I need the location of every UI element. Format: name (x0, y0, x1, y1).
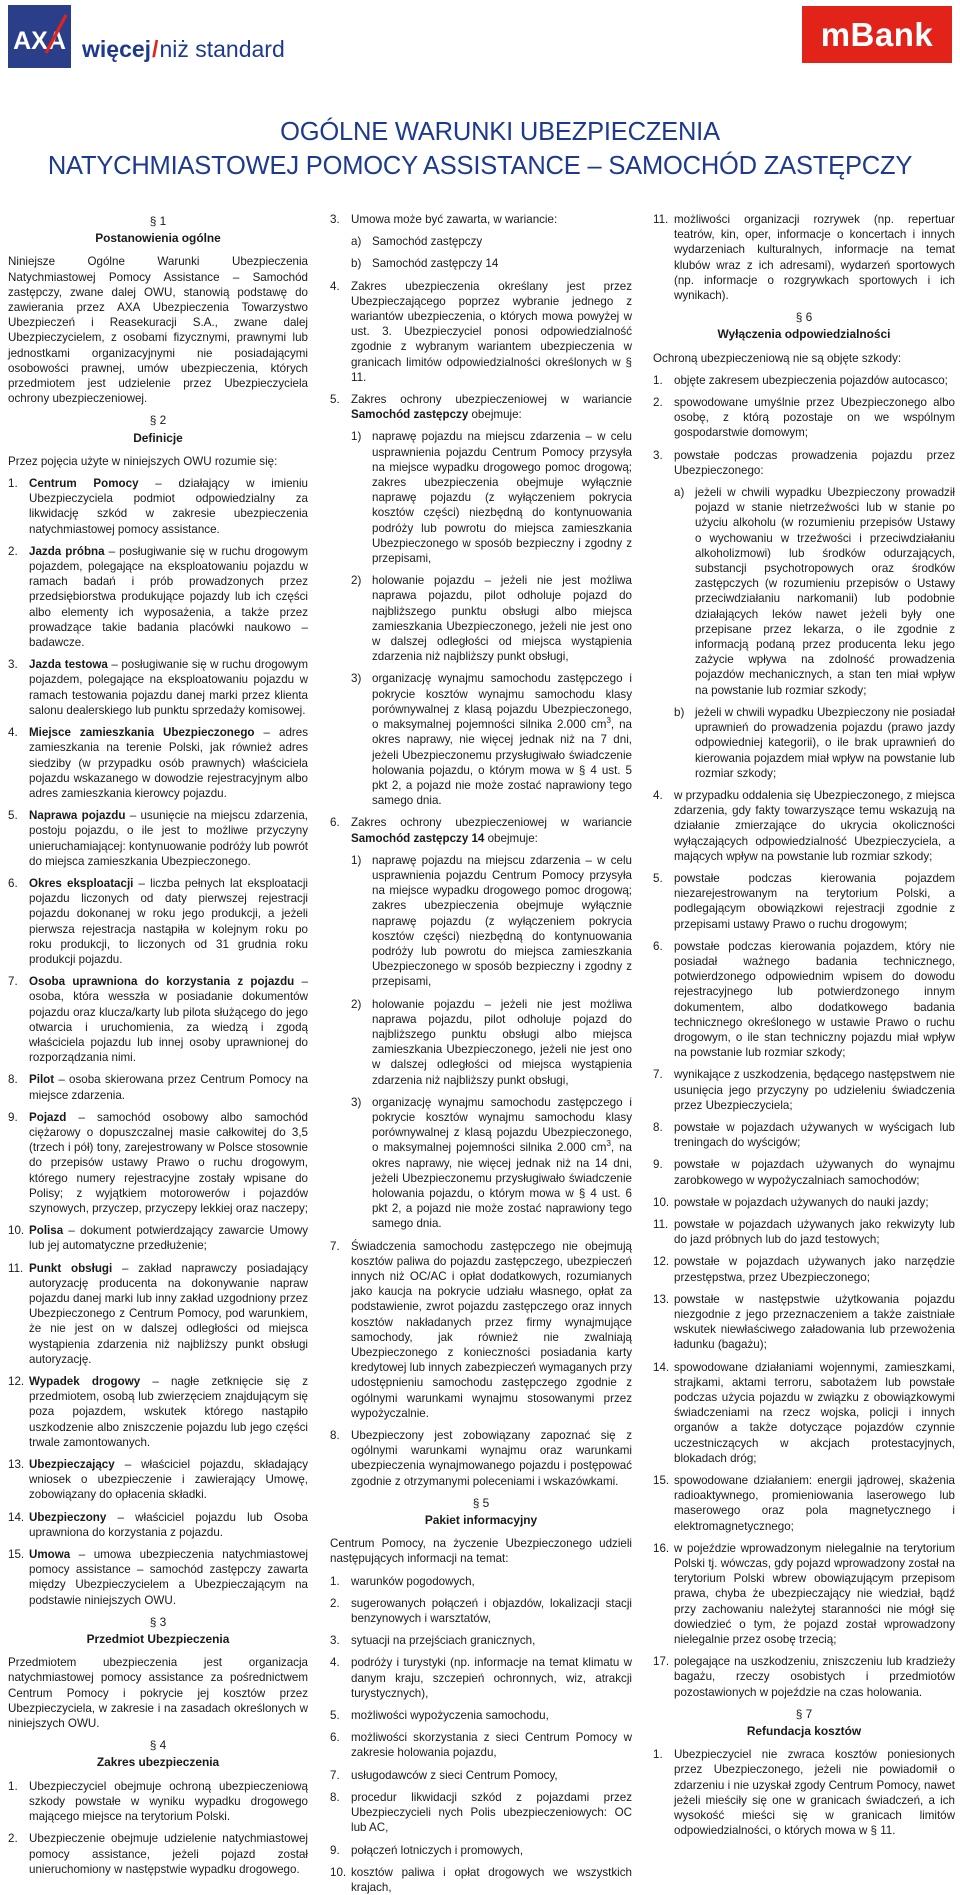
info-item (330, 1708, 632, 1723)
definition-item (8, 544, 308, 650)
exclusion-item-text: spowodowane umyślnie przez Ubezpieczonego albo osobę, z którą pozostaje on we wspólnym gospodarstwie domowym; (674, 396, 955, 440)
scope-item-text: Ubezpieczenie obejmuje udzielenie natychmiastowej pomocy assistance, jeżeli pojazd został unieruchomiony w następstwie wypadku drogowego. (29, 1832, 308, 1876)
definition-item-text: – posługiwanie się w ruchu drogowym pojazdem, polegające na eksploatowaniu pojazdu w ramach testowania pojazdu danej marki przez klienta salonu dealerskiego lub punktu sprzedaży komisowej. (29, 658, 309, 717)
definition-item (8, 876, 308, 967)
section-1-heading (8, 214, 308, 246)
exclusion-subitem (674, 485, 955, 698)
info-item (330, 1596, 632, 1626)
definition-item-term: Ubezpieczony (29, 1510, 107, 1524)
variant-2-benefits (330, 853, 632, 1232)
section-1-text: Niniejsze Ogólne Warunki Ubezpieczenia Natychmiastowej Pomocy Assistance – Samochód zastępczy, zwane dalej OWU, stanowią podstawę do zawierania przez AXA Ubezpieczenia Towarzystwo Ubezpieczeń i Reasekuracji S.A., zwane dalej Ubezpieczycielem, z osobami fizycznymi, prawnymi lub jednostkami organizacyjnymi nie posiadającymi osobowości prawnej, umów ubezpieczenia, których przedmiotem jest udzielenie przez Ubezpieczyciela ochrony ubezpieczeniowej. (8, 255, 308, 406)
exclusion-item-text: powstałe w następstwie użytkowania pojazdu niezgodnie z jego przeznaczeniem a także zaistniałe wskutek niewłaściwego załadowania lub przewożenia ładunku (bagażu); (674, 1292, 955, 1352)
section-1-number: § 1 (149, 214, 167, 228)
exclusion-item-text: powstałe w pojazdach używanych w wyścigach lub treningach do wyścigów; (674, 1120, 955, 1150)
definition-item-term: Centrum Pomocy (29, 477, 139, 491)
definition-item-number: 12. (8, 1375, 25, 1389)
scope-item-number: 3. (330, 213, 340, 226)
variant-text: Samochód zastępczy 14 (372, 257, 499, 271)
unit-exponent: 3 (606, 1139, 611, 1149)
benefit-item-text: naprawę pojazdu na miejscu zdarzenia – w celu usprawnienia pojazdu Centrum Pomocy przysyła na miejsce wypadku drogowego pomoc drogową; zakres ubezpieczenia obejmuje wyłącznie naprawę pojazdu (z wyłączeniem pokrycia kosztów części) niezbędną do kontynuowania podróży lub powrotu do miejsca zamieszkania Ubezpieczonego w sposób bezpieczny i zgodny z przepisami, (372, 853, 632, 989)
svg-text:AXA: AXA (13, 27, 66, 55)
info-item-text: podróży i turystyki (np. informacje na temat klimatu w danym kraju, szczepień ochronnych, wiz, atrakcji turystycznych), (351, 1656, 632, 1700)
section-2-heading (8, 413, 308, 445)
exclusion-item (653, 871, 955, 932)
exclusion-subitem-number: b) (674, 705, 685, 719)
definition-item-text: – umowa ubezpieczenia natychmiastowej pomocy assistance – samochód zastępczy zawarta między Ubezpieczycielem a Ubezpieczającym na podstawie niniejszych OWU. (29, 1548, 308, 1607)
definition-item (8, 974, 308, 1065)
info-item-number: 3. (330, 1634, 340, 1648)
benefit-item-number: 3) (351, 1095, 362, 1109)
exclusion-item (653, 939, 955, 1061)
exclusion-item-number: 15. (653, 1474, 670, 1488)
scope-item (330, 392, 632, 422)
section-5-heading (330, 1496, 632, 1528)
definition-item-number: 8. (8, 1073, 18, 1087)
definition-item-number: 10. (8, 1224, 25, 1238)
benefit-item (351, 671, 632, 808)
definition-item-text: – samochód osobowy albo samochód ciężarowy o dopuszczalnej masie całkowitej do 3,5 (trzech i pół) tony, zarejestrowany w Polsce stosownie do przepisów ustawy Prawo o ruchu drogowym, którego numery rejestracyjne zostały wpisane do Polisy; z wyjątkiem motorowerów i pojazdów szynowych, przyczep, przyczepy lekkiej oraz naczepy; (29, 1110, 309, 1215)
exclusion-item (653, 373, 955, 388)
info-item-number: 1. (330, 1574, 340, 1588)
definition-item-number: 3. (8, 658, 18, 672)
info-item-number: 9. (330, 1843, 340, 1857)
refund-item-text: Ubezpieczyciel nie zwraca kosztów poniesionych przez Ubezpieczonego, jeżeli nie powiadomił o zdarzeniu i nie uzyskał zgody Centrum Pomocy, nawet jeżeli mieściły się one w granicach świadczeń, a ich wysokość mieści się w granicach limitów odpowiedzialności, o których mowa w § 11. (674, 1748, 955, 1838)
scope-item (8, 1831, 308, 1877)
exclusion-item-number: 4. (653, 788, 663, 802)
exclusion-item-text: objęte zakresem ubezpieczenia pojazdów autocasco; (674, 373, 948, 387)
page-header (0, 0, 960, 100)
definition-item-term: Jazda próbna (29, 544, 105, 558)
tagline (82, 38, 285, 61)
exclusion-item-number: 8. (653, 1120, 663, 1134)
definition-item (8, 1457, 308, 1503)
document-title-line-1: OGÓLNE WARUNKI UBEZPIECZENIA (280, 118, 720, 146)
exclusion-item-text: powstałe podczas kierowania pojazdem niezarejestrowanym na terytorium Polski, a podlegającym obowiązkowi rejestracji zgodnie z przepisami ustawy Prawo o ruchu drogowym; (674, 871, 955, 931)
scope-item-number: 1. (8, 1779, 18, 1793)
section-3-number: § 3 (149, 1614, 167, 1629)
axa-logo-mark (8, 5, 71, 68)
definition-item-text: – działający w imieniu Ubezpieczyciela podmiot odpowiedzialny za likwidację szkód w zakresie ubezpieczenia natychmiastowej pomocy assistance. (29, 477, 308, 536)
tagline-bold: więcej (82, 36, 152, 62)
exclusions-list-continued (653, 788, 955, 1700)
benefit-item-number: 1) (351, 430, 362, 444)
section-6-title: Wyłączenia odpowiedzialności (717, 327, 891, 342)
section-5-title: Pakiet informacyjny (424, 1513, 538, 1528)
definition-item (8, 1374, 308, 1450)
section-3-text: Przedmiotem ubezpieczenia jest organizacja natychmiastowej pomocy assistance za pośrednictwem Centrum Pomocy i pokrycie jej kosztów przez Ubezpieczyciela, w zakresie i na zasadach określonych w niniejszych OWU. (8, 1656, 308, 1731)
info-item (330, 1730, 632, 1760)
scope-item-text: Ubezpieczyciel obejmuje ochroną ubezpieczeniową szkody powstałe w wyniku wypadku drogowego mającego miejsce na terytorium Polski. (29, 1779, 308, 1824)
scope-item (330, 1239, 632, 1421)
info-item-number: 4. (330, 1656, 340, 1670)
exclusion-subitem (674, 705, 955, 781)
definition-item-number: 14. (8, 1510, 25, 1524)
exclusion-item (653, 1254, 955, 1284)
definition-item-text: – zakład naprawczy posiadający autoryzację producenta na dokonywanie napraw pojazdu danej marki lub inny zakład uzgodniony przez Ubezpieczonego z Centrum Pomocy, pod warunkiem, że nie jest on w dalszej odległości od miejsca wystąpienia zdarzenia niż najbliższy punkt obsługi autoryzację. (29, 1261, 308, 1366)
definition-item (8, 657, 308, 718)
definition-item (8, 1072, 308, 1102)
definition-item-number: 4. (8, 726, 18, 740)
exclusion-item-number: 14. (653, 1360, 670, 1374)
definition-item (8, 725, 308, 801)
info-item-text: sugerowanych połączeń i objazdów, lokalizacji stacji benzynowych i warsztatów, (351, 1596, 632, 1626)
info-item-text: usługodawców z sieci Centrum Pomocy, (351, 1768, 558, 1782)
exclusion-item (653, 1541, 955, 1647)
exclusion-item (653, 395, 955, 441)
info-item-text: procedur likwidacji szkód z pojazdami przez Ubezpieczycieli nych Polis ubezpieczeniowych: OC lub AC, (351, 1790, 632, 1835)
definition-item (8, 1510, 308, 1540)
scope-item-text: Ubezpieczony jest zobowiązany zapoznać się z ogólnymi warunkami wynajmu oraz warunkami ubezpieczenia wynajmowanego pojazdu i postępować zgodnie z otrzymanymi poleceniami i wskazówkami. (351, 1429, 632, 1488)
section-6-intro: Ochroną ubezpieczeniową nie są objęte szkody: (653, 351, 902, 365)
exclusion-item-text: powstałe podczas prowadzenia pojazdu przez Ubezpieczonego: (674, 448, 955, 477)
exclusion-item-text: w przypadku oddalenia się Ubezpieczonego, z miejsca zdarzenia, gdy fakty towarzyszące temu wskazują na działanie zmierzające do ukrycia okoliczności wyłączających odpowiedzialność Ubezpieczyciela, a mających wpływ na powstanie lub rozmiar szkody; (674, 788, 955, 863)
section-4-heading (8, 1738, 308, 1770)
definition-item-text: – osoba, która wesszła w posiadanie dokumentów pojazdu oraz klucza/karty lub pilota służącego do jego otwarcia i uruchomienia, za wiedzą i zgodą właściciela pojazdu lub innej osoby uprawnionej do rozporządzania nimi. (29, 975, 308, 1065)
exclusion-3-subitems (653, 485, 955, 781)
exclusion-item-text: w pojeździe wprowadzonym nielegalnie na terytorium Polski tj. wówczas, gdy pojazd wprowadzony został na terytorium Polski wbrew obowiązującym przepisom prawa, chyba że ubezpieczający nie wiedział, bądź przy zachowaniu należytej staranności nie mógł się dowiedzieć o tym, że pojazd został wprowadzony nielegalnie przez osobę trzecią; (674, 1541, 955, 1647)
scope-item (330, 1428, 632, 1489)
unit-exponent: 3 (606, 716, 611, 726)
exclusion-subitem-text: jeżeli w chwili wypadku Ubezpieczony prowadził pojazd w stanie nietrzeźwości lub w stanie po użyciu alkoholu (w rozumieniu przepisów Ustawy o wychowaniu w trzeźwości i przeciwdziałaniu alkoholizmowi) lub środków odurzających, substancji psychotropowych oraz środków zastępczych (w rozumieniu przepisów o Ustawy przeciwdziałaniu narkomanii) lub podobnie działających leków nawet jeżeli były one przepisane przez lekarza, o ile zgodnie z informacją podaną przez producenta leku jego zażycie wpływa na zdolność prowadzenia pojazdów mechanicznych, a stan ten miał wpływ na powstanie lub rozmiar szkody; (695, 486, 955, 697)
exclusion-item (653, 1217, 955, 1247)
benefit-item (351, 853, 632, 990)
info-item (653, 212, 955, 303)
definition-item-text: – właściciel pojazdu lub Osoba uprawniona do korzystania z pojazdu. (29, 1510, 308, 1539)
exclusion-item-number: 7. (653, 1068, 663, 1082)
definition-item (8, 1223, 308, 1253)
definition-item-text: – posługiwanie się w ruchu drogowym pojazdem, polegające na eksploatowaniu pojazdu w ramach badań i prób prowadzonych przez przedsiębiorstwa produkujące pojazdy lub ich części albo elementy ich wyposażenia, a także przez prowadzące takie badania placówki naukowo – badawcze. (29, 544, 308, 650)
scope-item-term: Samochód zastępczy (351, 408, 469, 422)
definition-item-number: 1. (8, 477, 18, 491)
exclusion-item (653, 1654, 955, 1700)
exclusion-item-number: 13. (653, 1292, 670, 1306)
scope-item-number: 6. (330, 816, 340, 830)
definition-item-number: 9. (8, 1110, 18, 1124)
exclusion-item-text: powstałe podczas kierowania pojazdem, który nie posiadał ważnego badania technicznego, potwierdzonego odpowiednim wpisem do dowodu rejestracyjnego lub potwierdzonego innym dokumentem, albo dodatkowego badania technicznego określonego w ustawie Prawo o ruchu drogowym, o ile stan techniczny pojazdu miał wpływ na powstanie lub rozmiar szkody; (674, 939, 955, 1060)
section-1-title: Postanowienia ogólne (95, 231, 221, 246)
info-item-number: 8. (330, 1790, 340, 1804)
exclusion-item (653, 1195, 955, 1210)
exclusion-item-text: powstałe w pojazdach używanych do wynajmu zarobkowego w wypożyczalniach samochodów; (674, 1158, 955, 1187)
definition-item-text: – adres zamieszkania na terenie Polski, jak również adres siedziby (w przypadku osób prawnych) właściciela pojazdu wskazanego w dowodzie rejestracyjnym albo adres zamieszkania kierowcy pojazdu. (29, 726, 308, 800)
section-7-heading (653, 1707, 955, 1739)
definition-item-number: 2. (8, 544, 18, 558)
scope-item-term: Samochód zastępczy 14 (351, 831, 485, 845)
definition-item-term: Jazda testowa (29, 658, 108, 672)
info-item-number: 11. (653, 213, 669, 226)
exclusion-item-number: 6. (653, 939, 663, 953)
refund-item (653, 1747, 955, 1838)
scope-item-text: Umowa może być zawarta, w wariancie: (351, 213, 558, 226)
info-item-number: 5. (330, 1709, 340, 1723)
definitions-list (8, 476, 308, 1608)
section-6-heading (653, 310, 955, 342)
exclusion-subitem-number: a) (674, 486, 685, 500)
exclusion-item-text: spowodowane działaniami wojennymi, zamieszkami, strajkami, aktami terroru, sabotażem lub powstałe podczas użycia pojazdu w związku z obowiązkowymi świadczeniami na rzecz wojska, policji i innych organów a także dotyczące pojazdów czynnie uczestniczących w akcjach protestacyjnych, blokadach dróg; (674, 1360, 955, 1465)
benefit-item-text: naprawę pojazdu na miejscu zdarzenia – w celu usprawnienia pojazdu Centrum Pomocy przysyła na miejsce wypadku drogowego pomoc drogową; zakres ubezpieczenia obejmuje wyłącznie naprawę pojazdu (z wyłączeniem pokrycia kosztów części) niezbędną do kontynuowania podróży lub powrotu do miejsca zamieszkania Ubezpieczonego w sposób bezpieczny i zgodny z przepisami, (372, 430, 632, 566)
scope-item (8, 1779, 308, 1825)
exclusion-item (653, 1067, 955, 1113)
info-item (330, 1633, 632, 1648)
column-middle (330, 212, 633, 1894)
scope-item (330, 815, 632, 845)
definition-item-number: 7. (8, 975, 18, 989)
definition-item (8, 1547, 308, 1608)
info-item-text: sytuacji na przejściach granicznych, (351, 1634, 536, 1648)
exclusion-item-number: 12. (653, 1255, 670, 1269)
exclusion-item-number: 10. (653, 1195, 670, 1209)
definition-item (8, 1261, 308, 1367)
variant-letter: a) (351, 235, 362, 249)
benefit-item-text: holowanie pojazdu – jeżeli nie jest możliwa naprawa pojazdu, pilot odholuje pojazd do najbliższego punktu obsługi albo miejsca zamieszkania Ubezpieczonego, jeżeli nie jest ono w dalszej odległości od miejsca wystąpienia zdarzenia niż najbliższy punkt obsługi, (372, 997, 632, 1087)
definition-item-text: – dokument potwierdzający zawarcie Umowy lub jej automatyczne przedłużenie; (29, 1224, 308, 1253)
exclusion-item-number: 11. (653, 1217, 669, 1231)
info-item-text: możliwości organizacji rozrywek (np. repertuar teatrów, kin, oper, informacje o koncertach i innych wydarzeniach kulturalnych, informacje na temat klubów wraz z ich adresami), wydarzeń sportowych (np. informacje o rozgrywkach sportowych i ich wynikach). (674, 213, 955, 303)
exclusion-item-number: 1. (653, 373, 663, 387)
definition-item (8, 1110, 308, 1216)
info-item (330, 1768, 632, 1783)
scope-item-number: 8. (330, 1429, 340, 1443)
definition-item-term: Umowa (29, 1548, 71, 1562)
definition-item-text: – liczba pełnych lat eksploatacji pojazdu liczonych od daty pierwszej rejestracji pojazdu dokonanej w roku jego produkcji, a jeżeli pierwsza rejestracja nastąpiła w kolejnym roku po roku produkcji, to liczonych od 31 grudnia roku produkcji pojazdu. (29, 876, 308, 966)
section-4-title: Zakres ubezpieczenia (96, 1755, 220, 1770)
scope-item-number: 4. (330, 279, 340, 293)
definition-item-number: 11. (8, 1261, 24, 1275)
definition-item-number: 6. (8, 876, 18, 890)
exclusion-item (653, 1120, 955, 1150)
definition-item-text: – usunięcie na miejscu zdarzenia, postoju pojazdu, o ile jest to możliwe przyczyny unieruchamiającej: kontynuowanie podróży lub powrót do miejsca zamieszkania Ubezpieczonego. (29, 809, 308, 868)
variant-list (330, 234, 632, 271)
benefit-item (351, 429, 632, 566)
definition-item-term: Polisa (29, 1224, 64, 1238)
tagline-slash: / (152, 36, 159, 62)
definition-item-term: Pilot (29, 1073, 55, 1087)
info-item-text: kosztów paliwa i opłat drogowych we wszystkich krajach, (351, 1865, 632, 1894)
benefit-item-number: 2) (351, 997, 362, 1011)
column-right (653, 212, 955, 1838)
exclusion-item-number: 16. (653, 1541, 670, 1555)
info-item-text: warunków pogodowych, (351, 1574, 475, 1588)
benefit-item (351, 1095, 632, 1232)
exclusion-item (653, 1473, 955, 1534)
section-2-intro: Przez pojęcia użyte w niniejszych OWU rozumie się: (8, 454, 278, 468)
scope-item-lead: Zakres ochrony ubezpieczeniowej w wariancie (351, 816, 632, 830)
definition-item-text: – właściciel pojazdu, składający wniosek o ubezpieczenie i zawierający Umowę, zobowiązany do opłacenia składki. (29, 1458, 308, 1502)
scope-item-number: 2. (8, 1832, 18, 1846)
info-item (330, 1843, 632, 1858)
refund-list (653, 1747, 955, 1838)
info-item-number: 6. (330, 1731, 340, 1745)
benefit-item-number: 3) (351, 672, 362, 686)
column-left (8, 212, 309, 1876)
scope-item (330, 212, 632, 227)
document-title-line-2: NATYCHMIASTOWEJ POMOCY ASSISTANCE – SAMOCHÓD ZASTĘPCZY (47, 152, 913, 180)
exclusion-item-text: powstałe w pojazdach używanych do nauki jazdy; (674, 1195, 929, 1209)
exclusion-item-text: spowodowane działaniem: energii jądrowej, skażenia radioaktywnego, promieniowania laserowego lub maserowego oraz pola magnetycznego i elektromagnetycznego; (674, 1474, 955, 1533)
info-item (330, 1790, 632, 1836)
definition-item-term: Miejsce zamieszkania Ubezpieczonego (29, 726, 255, 740)
section-6-number: § 6 (795, 310, 813, 325)
refund-item-number: 1. (653, 1748, 663, 1762)
info-item-number: 2. (330, 1596, 340, 1610)
exclusion-item-number: 5. (653, 871, 663, 885)
definition-item-term: Ubezpieczający (29, 1458, 115, 1472)
exclusion-item-text: polegające na uszkodzeniu, zniszczeniu lub kradzieży bagażu, rzeczy osobistych i przedmiotów pozostawionych w pojeździe na czas holowania. (674, 1655, 955, 1699)
section-2-number: § 2 (149, 413, 167, 428)
definition-item-text: – nagłe zetknięcie się z przedmiotem, osobą lub zwierzęciem znajdującym się poza pojazdem, wskutek którego nastąpiło uszkodzenie albo zniszczenie pojazdu lub jego części trwale zamontowanych. (29, 1375, 309, 1449)
exclusion-item (653, 1157, 955, 1187)
definition-item-term: Wypadek drogowy (29, 1375, 141, 1389)
variant-1-benefits (330, 429, 632, 808)
info-item (330, 1865, 632, 1895)
scope-item-number: 7. (330, 1239, 340, 1253)
exclusions-list (653, 373, 955, 478)
section-5-number: § 5 (472, 1495, 490, 1510)
scope-item-lead: Zakres ochrony ubezpieczeniowej w wariancie (351, 393, 632, 407)
section-7-title: Refundacja kosztów (746, 1724, 862, 1739)
section-5-intro: Centrum Pomocy, na życzenie Ubezpieczonego udzieli następujących informacji na temat: (330, 1537, 632, 1566)
scope-item-tail: obejmuje: (484, 831, 538, 845)
variant-item (351, 256, 632, 271)
axa-logo (8, 5, 71, 68)
definition-item-number: 13. (8, 1458, 25, 1472)
section-3-title: Przedmiot Ubezpieczenia (86, 1632, 230, 1647)
definition-item-term: Okres eksploatacji (29, 876, 134, 890)
benefit-item-text: organizację wynajmu samochodu zastępczego i pokrycie kosztów wynajmu samochodu klasy porównywalnej z klasą pojazdu Ubezpieczonego, o maksymalnej pojemności silnika 2.000 $cm^3$, na okres naprawy, nie więcej jednak niż na 14 dni, jeżeli Ubezpieczonemu przysługiwało świadczenie holowania pojazdu, o którym mowa w § 4 ust. 6 pkt 2, a pojazd nie może zostać naprawiony tego samego dnia. (372, 1095, 633, 1231)
exclusion-item (653, 1360, 955, 1466)
info-item-number: 10. (330, 1865, 347, 1879)
definition-item-term: Punkt obsługi (29, 1261, 113, 1275)
mbank-logo: mBank (802, 6, 952, 63)
exclusion-subitem-text: jeżeli w chwili wypadku Ubezpieczony nie posiadał uprawnień do prowadzenia pojazdu (prawo jazdy odpowiedniej kategorii), o ile brak uprawnień do kierowania pojazdem miał wpływ na powstanie lub rozmiar szkody; (695, 705, 955, 780)
scope-item-text: Zakres ubezpieczenia określany jest przez Ubezpieczającego poprzez wybranie jednego z wariantów ubezpieczenia, o których mowa powyżej w ust. 3. Ubezpieczyciel ponosi odpowiedzialność zgodnie z wybranym wariantem ubezpieczenia w granicach limitów odpowiedzialności określonych w § 11. (351, 279, 632, 384)
section-4-number: § 4 (149, 1738, 167, 1753)
exclusion-item-text: powstałe w pojazdach używanych jako rekwizyty lub do jazd próbnych lub do jazd testowych; (674, 1217, 955, 1247)
variant-item (351, 234, 632, 249)
exclusion-item-number: 2. (653, 396, 663, 410)
variant-text: Samochód zastępczy (372, 235, 483, 249)
definition-item-term: Osoba uprawniona do korzystania z pojazdu (29, 975, 295, 989)
info-item-text: możliwości wypożyczenia samochodu, (351, 1709, 549, 1723)
benefit-item-number: 1) (351, 853, 362, 867)
exclusion-item-number: 9. (653, 1158, 663, 1172)
scope-item-tail: obejmuje: (468, 408, 522, 422)
exclusion-item (653, 448, 955, 478)
benefit-item (351, 573, 632, 664)
scope-item-text: Świadczenia samochodu zastępczego nie obejmują kosztów paliwa do pojazdu zastępczego, ubezpieczeń innych niż OC/AC i opłat dodatkowych, rozumianych jako kaucja na pokrycie udziału własnego, opłat za podstawienie, zwrot pojazdu zastępczego oraz innych kosztów nakładanych przez firmy wynajmujące samochody, jak również nie zwalniają Ubezpieczonego z konieczności posiadania karty kredytowej lub innych zabezpieczeń wymaganych przy udostępnieniu samochodu zastępczego zgodnie z ogólnymi warunkami wynajmu stosowanymi przez wypożyczalnie. (351, 1239, 632, 1420)
definition-item-number: 15. (8, 1548, 25, 1562)
exclusion-item-number: 17. (653, 1655, 670, 1669)
scope-item-number: 5. (330, 393, 340, 407)
info-item-text: połączeń lotniczych i promowych, (351, 1843, 524, 1857)
definition-item (8, 808, 308, 869)
info-item-number: 7. (330, 1768, 340, 1782)
section-3-heading (8, 1615, 308, 1647)
section-7-number: § 7 (795, 1706, 813, 1721)
exclusion-item-number: 3. (653, 448, 663, 462)
definition-item-text: – osoba skierowana przez Centrum Pomocy na miejsce zdarzenia. (29, 1073, 308, 1102)
benefit-item (351, 997, 632, 1088)
definition-item-term: Pojazd (29, 1110, 67, 1124)
exclusion-item (653, 1292, 955, 1353)
info-list (330, 1574, 632, 1895)
section-2-title: Definicje (133, 430, 183, 445)
exclusion-item (653, 788, 955, 864)
info-item (330, 1655, 632, 1701)
benefit-item-text: organizację wynajmu samochodu zastępczego i pokrycie kosztów wynajmu samochodu klasy porównywalnej z klasą pojazdu Ubezpieczonego, o maksymalnej pojemności silnika 2.000 $cm^3$, na okres naprawy, nie więcej jednak niż na 7 dni, jeżeli Ubezpieczonemu przysługiwało świadczenie holowania pojazdu, o którym mowa w § 4 ust. 5 pkt 2, a pojazd nie może zostać naprawiony tego samego dnia. (372, 672, 633, 808)
definition-item-number: 5. (8, 809, 18, 823)
variant-letter: b) (351, 257, 362, 271)
info-item (330, 1574, 632, 1589)
benefit-item-number: 2) (351, 574, 362, 588)
exclusion-item-text: powstałe w pojazdach używanych jako narzędzie przestępstwa, przez Ubezpieczonego; (674, 1255, 955, 1284)
tagline-light: niż standard (159, 36, 285, 62)
exclusion-item-text: wynikające z uszkodzenia, będącego następstwem nie usunięcia jego przyczyny po udzieleniu świadczenia przez Ubezpieczyciela; (674, 1068, 955, 1112)
info-item-text: możliwości skorzystania z sieci Centrum Pomocy w zakresie holowania pojazdu, (351, 1731, 632, 1760)
definition-item (8, 476, 308, 537)
benefit-item-text: holowanie pojazdu – jeżeli nie jest możliwa naprawa pojazdu, pilot odholuje pojazd do najbliższego punktu obsługi albo miejsca zamieszkania Ubezpieczonego, jeżeli nie jest ono w dalszej odległości od miejsca wystąpienia zdarzenia niż najbliższy punkt obsługi, (372, 574, 632, 664)
definition-item-term: Naprawa pojazdu (29, 809, 126, 823)
scope-item (330, 279, 632, 385)
